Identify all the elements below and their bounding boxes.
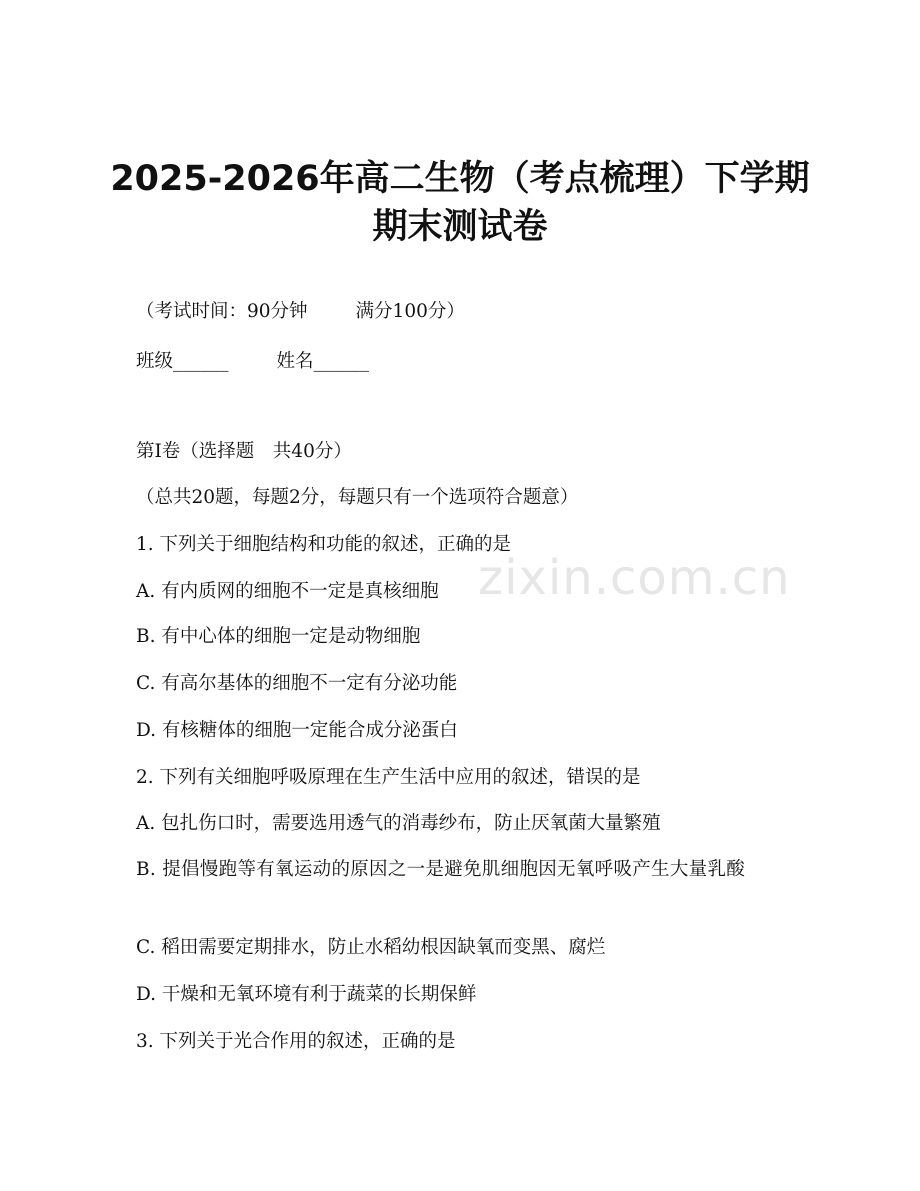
document-title-line-2: 期末测试卷 — [372, 207, 548, 247]
exam-score: 满分100分） — [355, 301, 465, 322]
exam-info — [136, 300, 465, 324]
question-1-option-c: C. 有高尔基体的细胞不一定有分泌功能 — [136, 673, 458, 694]
question-2-option-a: A. 包扎伤口时，需要选用透气的消毒纱布，防止厌氧菌大量繁殖 — [136, 813, 661, 834]
question-2-option-b: B. 提倡慢跑等有氧运动的原因之一是避免肌细胞因无氧呼吸产生大量乳酸 — [136, 859, 746, 880]
document-title-line-1: 2025-2026年高二生物（考点梳理）下学期 — [110, 159, 810, 199]
section-heading: 第Ⅰ卷（选择题 共40分） — [136, 441, 352, 462]
question-3-stem: 3. 下列关于光合作用的叙述，正确的是 — [136, 1031, 456, 1052]
student-info — [136, 350, 369, 374]
question-2-option-c: C. 稻田需要定期排水，防止水稻幼根因缺氧而变黑、腐烂 — [136, 937, 606, 958]
watermark-text: zixin.com.cn — [478, 550, 791, 606]
question-2-option-d: D. 干燥和无氧环境有利于蔬菜的长期保鲜 — [136, 984, 477, 1005]
class-field: 班级______ — [136, 351, 229, 372]
question-1-option-a: A. 有内质网的细胞不一定是真核细胞 — [136, 581, 439, 602]
question-1-option-d: D. 有核糖体的细胞一定能合成分泌蛋白 — [136, 720, 458, 741]
question-1-option-b: B. 有中心体的细胞一定是动物细胞 — [136, 626, 421, 647]
question-2-stem: 2. 下列有关细胞呼吸原理在生产生活中应用的叙述，错误的是 — [136, 767, 641, 788]
question-1-stem: 1. 下列关于细胞结构和功能的叙述，正确的是 — [136, 534, 512, 555]
section-note: （总共20题，每题2分，每题只有一个选项符合题意） — [136, 487, 579, 508]
exam-time: （考试时间：90分钟 — [136, 301, 308, 322]
name-field: 姓名______ — [276, 351, 370, 372]
